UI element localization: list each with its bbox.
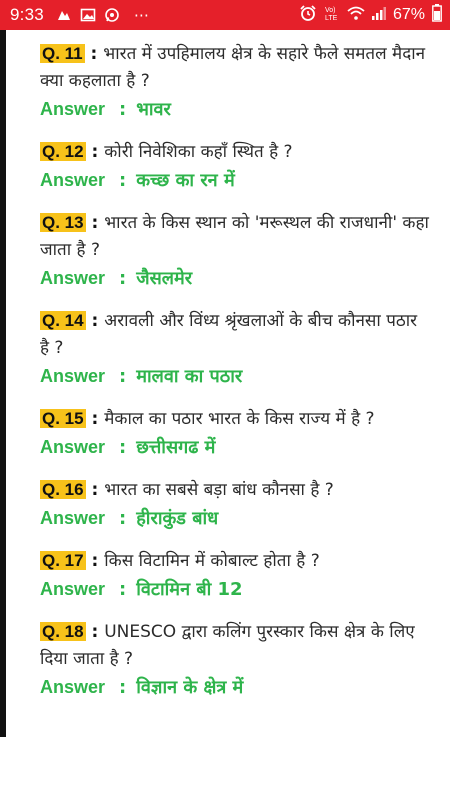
question-number: Q. 13 — [42, 213, 84, 232]
answer-text: हीराकुंड बांध — [136, 508, 219, 529]
qa-item — [40, 476, 430, 533]
battery-percent: 67% — [392, 6, 425, 23]
wifi-icon — [347, 5, 365, 26]
answer-text: जैसलमेर — [136, 268, 193, 289]
qa-list — [40, 40, 430, 716]
question-text: Q. 13 : भारत के किस स्थान को 'मरूस्थल की राजधानी' कहा जाता है ? — [40, 213, 429, 260]
answer-label: Answer — [40, 579, 106, 599]
question-number: Q. 18 — [42, 622, 84, 641]
content-area[interactable] — [0, 30, 450, 737]
signal-icon — [372, 5, 386, 26]
question-text: Q. 14 : अरावली और विंध्य श्रृंखलाओं के बीच कौनसा पठार है ? — [40, 311, 418, 358]
answer-label: Answer — [40, 437, 106, 457]
image-icon — [80, 7, 96, 23]
answer-label: Answer — [40, 677, 106, 697]
answer-text: भावर — [136, 99, 171, 120]
messenger-icon — [56, 7, 72, 23]
svg-text:Vo): Vo) — [324, 6, 336, 14]
question-body: भारत में उपहिमालय क्षेत्र के सहारे फैले समतल मैदान क्या कहलाता है ? — [40, 44, 426, 91]
question-text: Q. 16 : भारत का सबसे बड़ा बांध कौनसा है ? — [42, 480, 334, 500]
question-number: Q. 11 — [42, 44, 83, 63]
answer-text: कच्छ का रन में — [136, 170, 235, 191]
answer-text: मालवा का पठार — [136, 366, 243, 387]
qa-item — [40, 547, 430, 604]
answer-text: विज्ञान के क्षेत्र में — [136, 677, 244, 698]
question-body: भारत के किस स्थान को 'मरूस्थल की राजधानी' कहा जाता है ? — [40, 213, 429, 260]
question-body: भारत का सबसे बड़ा बांध कौनसा है ? — [104, 480, 334, 500]
notification-icons — [56, 6, 150, 24]
whatsapp-icon — [104, 7, 120, 23]
answer-text: विटामिन बी 12 — [136, 579, 243, 600]
question-number: Q. 12 — [42, 142, 84, 161]
question-text: Q. 12 : कोरी निवेशिका कहाँ स्थित है ? — [42, 142, 293, 162]
answer-label: Answer — [40, 170, 106, 190]
answer-row: Answer : भावर — [40, 99, 171, 120]
qa-item — [40, 405, 430, 462]
alarm-icon — [299, 4, 317, 27]
question-number: Q. 15 — [42, 409, 84, 428]
qa-item — [40, 40, 430, 124]
status-right — [299, 4, 442, 27]
question-number: Q. 17 — [42, 551, 84, 570]
battery-icon — [432, 4, 442, 27]
qa-item — [40, 618, 430, 702]
answer-label: Answer — [40, 99, 106, 119]
answer-row: Answer : हीराकुंड बांध — [40, 508, 219, 529]
more-notifications-icon: ⋯ — [133, 7, 150, 24]
qa-item — [40, 138, 430, 195]
question-body: अरावली और विंध्य श्रृंखलाओं के बीच कौनसा पठार है ? — [40, 311, 418, 358]
answer-text: छत्तीसगढ में — [136, 437, 216, 458]
question-number: Q. 16 — [42, 480, 84, 499]
answer-row: Answer : विटामिन बी 12 — [40, 579, 243, 600]
answer-label: Answer — [40, 508, 106, 528]
status-time: 9:33 — [10, 5, 44, 24]
question-body: किस विटामिन में कोबाल्ट होता है ? — [104, 551, 320, 571]
answer-row: Answer : विज्ञान के क्षेत्र में — [40, 677, 244, 698]
question-body: मैकाल का पठार भारत के किस राज्य में है ? — [104, 409, 375, 429]
qa-item — [40, 209, 430, 293]
qa-item — [40, 307, 430, 391]
question-text: Q. 17 : किस विटामिन में कोबाल्ट होता है ? — [42, 551, 320, 571]
volte-icon — [324, 4, 340, 27]
answer-row: Answer : मालवा का पठार — [40, 366, 243, 387]
answer-label: Answer — [40, 268, 106, 288]
answer-row: Answer : जैसलमेर — [40, 268, 193, 289]
status-bar — [0, 0, 450, 30]
question-text: Q. 18 : UNESCO द्वारा कलिंग पुरस्कार किस क्षेत्र के लिए दिया जाता है ? — [40, 622, 415, 669]
question-body: UNESCO द्वारा कलिंग पुरस्कार किस क्षेत्र के लिए दिया जाता है ? — [40, 622, 415, 669]
answer-row: Answer : कच्छ का रन में — [40, 170, 235, 191]
question-text: Q. 15 : मैकाल का पठार भारत के किस राज्य में है ? — [42, 409, 375, 429]
question-number: Q. 14 — [42, 311, 84, 330]
question-text: Q. 11 : भारत में उपहिमालय क्षेत्र के सहारे फैले समतल मैदान क्या कहलाता है ? — [40, 44, 426, 91]
svg-text:LTE: LTE — [324, 14, 338, 22]
answer-label: Answer — [40, 366, 106, 386]
answer-row: Answer : छत्तीसगढ में — [40, 437, 216, 458]
question-body: कोरी निवेशिका कहाँ स्थित है ? — [104, 142, 293, 162]
